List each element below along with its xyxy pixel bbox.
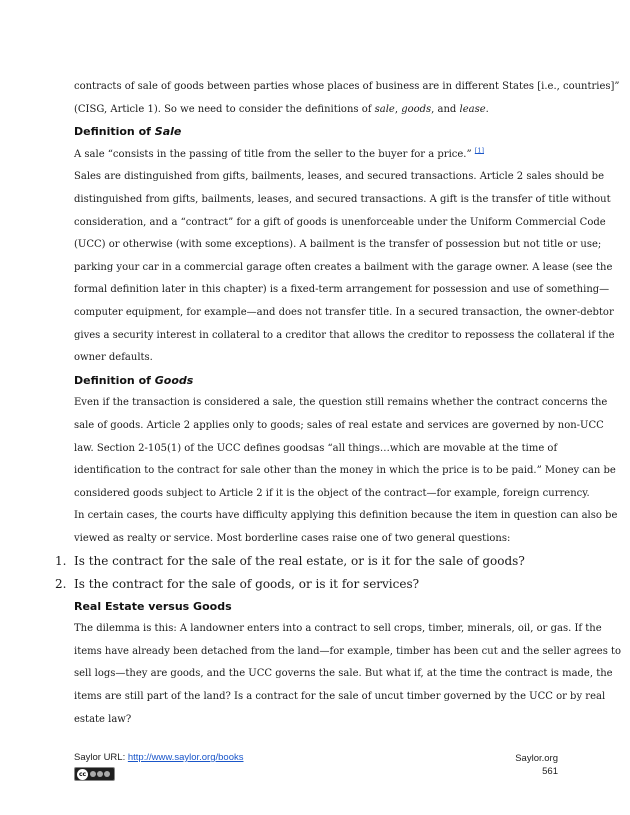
term-sale: sale <box>374 103 395 115</box>
paragraph-line: considered goods subject to Article 2 if it is the object of the contract—for example, foreign currency. <box>74 487 590 499</box>
paragraph-cisg-line-1: contracts of sale of goods between parties whose places of business are in different States [i.e., countries]” <box>74 81 620 92</box>
paragraph-line: gives a security interest in collateral to a creditor that allows the creditor to repossess the collateral if the <box>74 329 615 341</box>
paragraph-line: items have already been detached from the land—for example, timber has been cut and the seller agrees to <box>74 645 622 657</box>
list-number: 1. <box>55 554 67 569</box>
paragraph-line: law. Section 2-105(1) of the UCC defines goodsas “all things…which are movable at the time of <box>74 442 558 454</box>
paragraph-cisg-line-2: (CISG, Article 1). So we need to consider the definitions of sale, goods, and lease. <box>74 103 489 115</box>
paragraph-line: (UCC) or otherwise (with some exceptions). A bailment is the transfer of possession but not title or use; <box>74 239 602 251</box>
list-item-text: Is the contract for the sale of goods, or is it for services? <box>74 577 420 592</box>
page-number: 561 <box>542 766 558 777</box>
paragraph-line: sale of goods. Article 2 applies only to goods; sales of real estate and services are governed by non-UCC <box>74 419 604 431</box>
list-item <box>55 573 558 596</box>
page-footer <box>74 752 558 784</box>
heading-term: Goods <box>154 373 194 387</box>
footer-url-label: Saylor URL: <box>74 752 128 763</box>
paragraph-line: distinguished from gifts, bailments, leases, and secured transactions. A gift is the transfer of title without <box>74 193 611 205</box>
heading-term: Sale <box>154 125 182 139</box>
text-run: A sale “consists in the passing of title from the seller to the buyer for a price.” <box>74 148 472 160</box>
paragraph-line: items are still part of the land? Is a contract for the sale of uncut timber governed by the UCC or by real <box>74 691 606 703</box>
paragraph-line: identification to the contract for sale other than the money in which the price is to be paid.” Money can be <box>74 465 616 477</box>
paragraph-line: Even if the transaction is considered a sale, the question still remains whether the contract concerns the <box>74 397 608 409</box>
term-goods: goods <box>401 103 432 115</box>
paragraph-line: parking your car in a commercial garage often creates a bailment with the garage owner. A lease (see the <box>74 261 613 273</box>
saylor-books-link[interactable]: http://www.saylor.org/books <box>127 752 244 763</box>
paragraph-line: computer equipment, for example—and does not transfer title. In a secured transaction, the owner-debtor <box>74 306 614 318</box>
list-number: 2. <box>55 577 67 592</box>
paragraph-line: In certain cases, the courts have difficulty applying this definition because the item in question can also be <box>74 510 618 522</box>
paragraph-line: Sales are distinguished from gifts, bailments, leases, and secured transactions. Article 2 sales should be <box>74 171 604 183</box>
heading-definition-of-goods <box>74 370 558 393</box>
license-terms-icons <box>90 771 110 777</box>
heading-prefix: Definition of <box>74 125 155 139</box>
list-item-text: Is the contract for the sale of the real estate, or is it for the sale of goods? <box>74 554 525 569</box>
term-lease: lease <box>459 103 486 115</box>
paragraph-line: owner defaults. <box>74 352 153 364</box>
paragraph-sale-definition <box>74 144 558 167</box>
paragraph-line: The dilemma is this: A landowner enters into a contract to sell crops, timber, minerals, oil, or gas. If the <box>74 623 602 635</box>
text-run: (CISG, Article 1). So we need to consider the definitions of <box>74 103 375 115</box>
heading-definition-of-sale <box>74 121 558 144</box>
footer-source <box>74 752 244 763</box>
paragraph-line: formal definition later in this chapter) is a fixed-term arrangement for possession and use of something— <box>74 284 610 296</box>
footnote-link[interactable]: [1] <box>474 146 485 155</box>
paragraph-line: sell logs—they are goods, and the UCC governs the sale. But what if, at the time the contract is made, the <box>74 668 613 680</box>
creative-commons-license-icon[interactable] <box>74 767 115 781</box>
paragraph-line: estate law? <box>74 713 132 725</box>
paragraph-line: viewed as realty or service. Most borderline cases raise one of two general questions: <box>74 532 511 544</box>
cc-logo-icon: cc <box>78 770 87 778</box>
heading-real-estate-versus-goods: Real Estate versus Goods <box>74 599 232 613</box>
footer-site-name: Saylor.org <box>515 753 558 764</box>
question-list <box>55 550 558 595</box>
paragraph-line: consideration, and a “contract” for a gift of goods is unenforceable under the Uniform Commercial Code <box>74 216 606 228</box>
heading-prefix: Definition of <box>74 373 155 387</box>
footer-site-info <box>515 752 558 778</box>
list-item <box>55 550 558 573</box>
page-content <box>55 76 622 731</box>
